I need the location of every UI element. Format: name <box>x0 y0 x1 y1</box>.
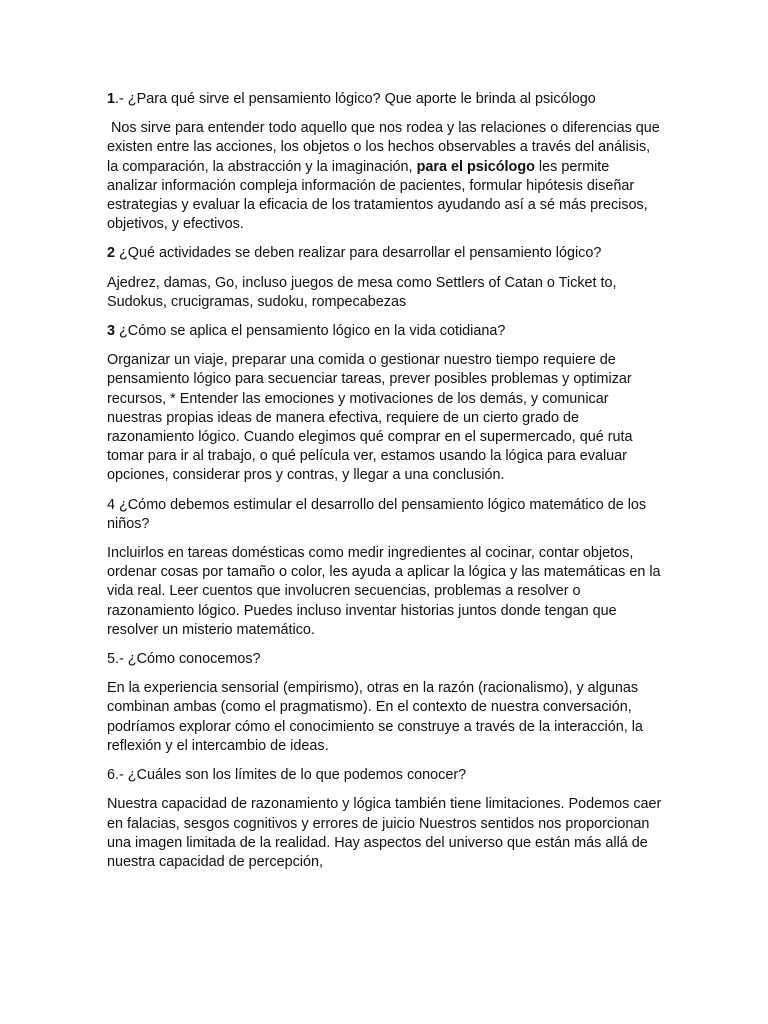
answer-1-part1: Nos sirve para entender todo aquello que nos rodea y las relaciones o diferencias que existen entre las acciones, los objetos o los hechos observables a través del análisis, la comparación, la abstracción y la imaginación, <box>107 120 664 175</box>
question-2-number: 2 <box>107 245 116 262</box>
question-4: 4 ¿Cómo debemos estimular el desarrollo del pensamiento lógico matemático de los niños? <box>107 496 647 532</box>
question-1 <box>107 90 663 109</box>
question-3 <box>107 322 663 341</box>
answer-6: Nuestra capacidad de razonamiento y lógica también tiene limitaciones. Podemos caer en falacias, sesgos cognitivos y errores de juicio Nuestros sentidos nos proporcionan una imagen limitada de la realidad. Hay aspectos del universo que están más allá de nuestra capacidad de percepción, <box>107 796 662 870</box>
question-3-text: ¿Cómo se aplica el pensamiento lógico en la vida cotidiana? <box>115 323 506 340</box>
document-body <box>107 90 663 882</box>
answer-5: En la experiencia sensorial (empirismo), otras en la razón (racionalismo), y algunas combinan ambas (como el pragmatismo). En el contexto de nuestra conversación, podríamos explorar cómo el conocimiento se construye a través de la interacción, la reflexión y el intercambio de ideas. <box>107 680 643 754</box>
question-2 <box>107 244 663 263</box>
question-6: 6.- ¿Cuáles son los límites de lo que podemos conocer? <box>107 767 467 784</box>
question-5: 5.- ¿Cómo conocemos? <box>107 651 261 668</box>
answer-1-bold: para el psicólogo <box>416 158 535 175</box>
answer-1-part2: les permite analizar información compleja información de pacientes, formular hipótesis diseñar estrategias y evaluar la eficacia de los tratamientos ayudando así a sé más precisos, objetivos, y efectivos. <box>107 158 648 233</box>
answer-2: Ajedrez, damas, Go, incluso juegos de mesa como Settlers of Catan o Ticket to, Sudokus, crucigramas, sudoku, rompecabezas <box>107 274 617 310</box>
answer-4: Incluirlos en tareas domésticas como medir ingredientes al cocinar, contar objetos, ordenar cosas por tamaño o color, les ayuda a aplicar la lógica y las matemáticas en la vida real. Leer cuentos que involucren secuencias, problemas a resolver o razonamiento lógico. Puedes incluso inventar historias juntos donde tengan que resolver un misterio matemático. <box>107 545 661 638</box>
question-1-text: .- ¿Para qué sirve el pensamiento lógico? Que aporte le brinda al psicólogo <box>115 91 596 107</box>
answer-3: Organizar un viaje, preparar una comida o gestionar nuestro tiempo requiere de pensamiento lógico para secuenciar tareas, prever posibles problemas y optimizar recursos, * Entender las emociones y motivaciones de los demás, y comunicar nuestras propias ideas de manera efectiva, requiere de un cierto grado de razonamiento lógico. Cuando elegimos qué comprar en el supermercado, qué ruta tomar para ir al trabajo, o qué película ver, estamos usando la lógica para evaluar opciones, considerar pros y contras, y llegar a una conclusión. <box>107 352 633 484</box>
question-1-number: 1 <box>107 91 116 107</box>
question-3-number: 3 <box>107 323 116 340</box>
answer-1 <box>107 119 663 234</box>
question-2-text: ¿Qué actividades se deben realizar para desarrollar el pensamiento lógico? <box>115 245 602 262</box>
